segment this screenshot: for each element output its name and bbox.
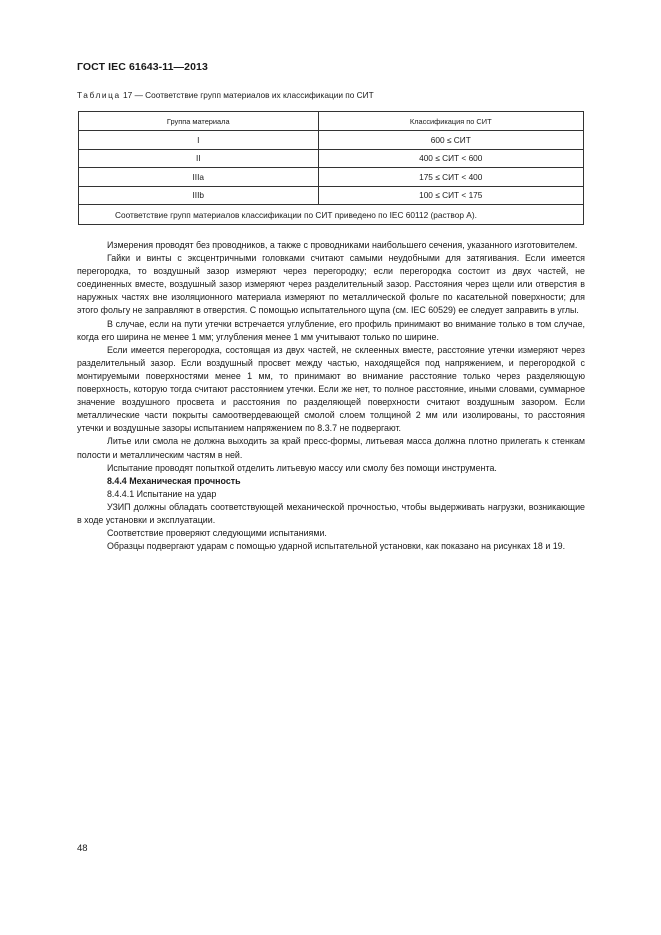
table-cell: 400 ≤ СИТ < 600 xyxy=(318,149,584,168)
table-header-row xyxy=(79,112,584,131)
table-caption xyxy=(77,90,374,100)
table-caption-text: 17 — Соответствие групп материалов их классификации по СИТ xyxy=(120,90,374,100)
column-header: Группа материала xyxy=(79,112,319,131)
body-text xyxy=(77,239,585,553)
section-heading: 8.4.4 Механическая прочность xyxy=(107,475,241,486)
column-header: Классификация по СИТ xyxy=(318,112,584,131)
paragraph: Гайки и винты с эксцентричными головками считают самыми неудобными для затягивания. Если имеется перегородка, то воздушный зазор измеряют через перегородку; если перегородка состоит из двух частей, не соединенных вместе, воздушный зазор измеряют через разделительный зазор. Расстояния через щели или отверстия в наружных частях вне изоляционного материала измеряют по металлической фольге по касательной поверхности; для этого фольгу не заправляют в отверстия. С помощью испытательного щупа (см. IEC 60529) ее следует заправить в углы. xyxy=(77,253,585,316)
paragraph: УЗИП должны обладать соответствующей механической прочностью, чтобы выдерживать нагрузки, возникающие в ходе установки и эксплуатации. xyxy=(77,501,585,525)
table-cell: I xyxy=(79,131,319,150)
table-note-row xyxy=(79,205,584,225)
table-row xyxy=(79,131,584,150)
table-cell: IIIa xyxy=(79,168,319,187)
table-row xyxy=(79,168,584,187)
page-number: 48 xyxy=(77,843,88,854)
paragraph: Измерения проводят без проводников, а также с проводниками наибольшего сечения, указанного изготовителем. xyxy=(107,240,578,250)
paragraph: Испытание проводят попыткой отделить литьевую массу или смолу без помощи инструмента. xyxy=(107,462,497,473)
paragraph: Литье или смола не должна выходить за край пресс-формы, литьевая масса должна плотно прилегать к стенкам полости и металлическим частям в ней. xyxy=(77,436,585,460)
table-caption-label: Таблица xyxy=(77,90,121,100)
table-cell: 600 ≤ СИТ xyxy=(318,131,584,150)
paragraph: Образцы подвергают ударам с помощью ударной испытательной установки, как показано на рисунках 18 и 19. xyxy=(107,541,566,552)
table-cell: II xyxy=(79,149,319,168)
table-cell: IIIb xyxy=(79,186,319,205)
table-cell: 100 ≤ СИТ < 175 xyxy=(318,186,584,205)
table-cell: 175 ≤ СИТ < 400 xyxy=(318,168,584,187)
subsection-heading: 8.4.4.1 Испытание на удар xyxy=(107,488,217,499)
document-header: ГОСТ IEC 61643-11—2013 xyxy=(77,61,208,73)
materials-table xyxy=(78,111,584,225)
table-note: Соответствие групп материалов классификации по СИТ приведено по IEC 60112 (раствор А). xyxy=(79,205,584,225)
paragraph: Если имеется перегородка, состоящая из двух частей, не склеенных вместе, расстояние утечки измеряют через разделительный зазор. Если воздушный просвет между частью, находящейся под напряжением, и перегородкой с монтируемыми поверхностями менее 1 мм, то принимают во внимание расстояние только через разделяющую поверхность, которую тогда считают расстоянием утечки. Если же нет, то полное расстояние, иными словами, суммарное значение воздушного просвета и расстояния по разделяющей поверхности считают воздушным зазором. Если металлические части покрыты самоотвердевающей смолой слоем толщиной 2 мм или изолированы, то расстояния утечки и воздушные зазоры испытанием напряжением по 8.3.7 не подвергают. xyxy=(77,344,585,434)
table-row xyxy=(79,149,584,168)
paragraph: Соответствие проверяют следующими испытаниями. xyxy=(107,528,327,539)
table-row xyxy=(79,186,584,205)
paragraph: В случае, если на пути утечки встречается углубление, его профиль принимают во внимание только в том случае, когда его ширина не менее 1 мм; углубления менее 1 мм учитывают только по ширине. xyxy=(77,318,585,342)
